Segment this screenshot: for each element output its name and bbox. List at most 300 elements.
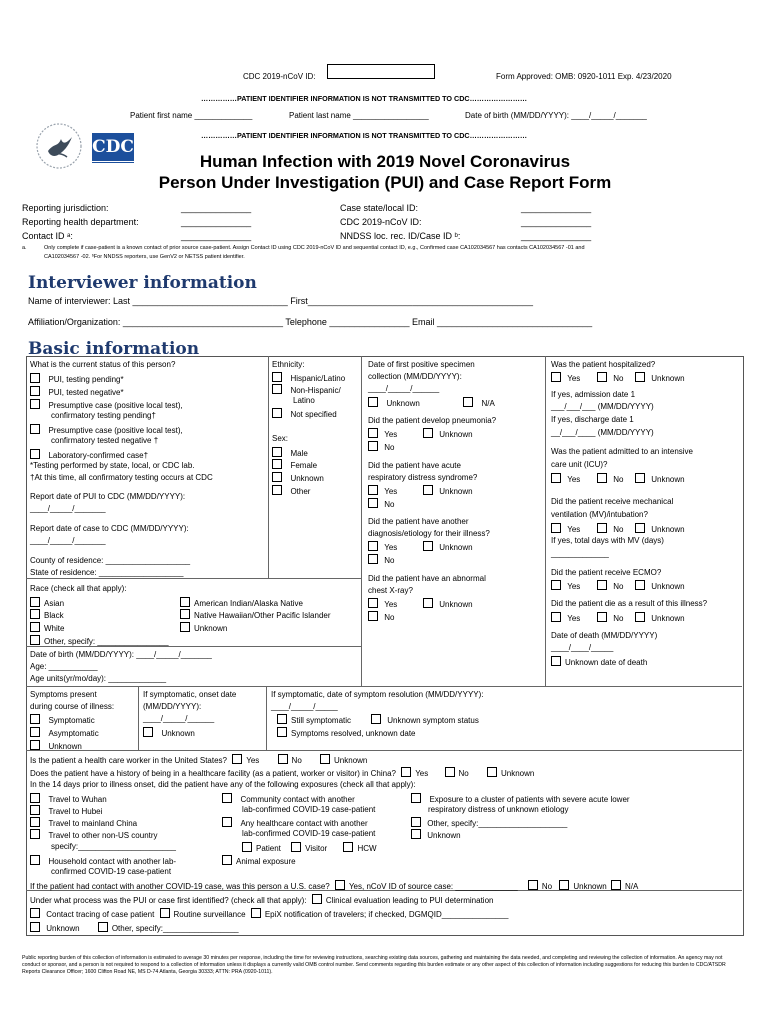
exposure-china[interactable] <box>30 817 137 828</box>
label: Other, specify:_________________ <box>111 924 239 933</box>
checkbox[interactable] <box>30 373 40 383</box>
checkbox[interactable] <box>411 829 421 839</box>
label: Unknown <box>439 487 473 496</box>
label: Travel to mainland China <box>48 819 138 828</box>
patient-last-name[interactable]: Patient last name _________________ <box>289 111 429 120</box>
cdc-ncov-id: CDC 2019-nCoV ID: <box>340 217 422 227</box>
exposure-country-specify[interactable]: specify:______________________ <box>51 842 177 851</box>
grid-line <box>26 578 361 579</box>
checkbox[interactable] <box>423 598 433 608</box>
hcw-question-row <box>30 754 367 765</box>
ards-unknown[interactable] <box>423 485 473 496</box>
label: No <box>613 614 624 623</box>
checkbox[interactable] <box>272 459 282 469</box>
label: Black <box>44 611 64 620</box>
exposure-cluster[interactable] <box>411 793 630 804</box>
hospitalized-yes[interactable] <box>551 372 580 383</box>
symptoms-label-cont: during course of illness: <box>30 702 115 711</box>
grid-line <box>26 686 742 687</box>
checkbox[interactable] <box>277 714 287 724</box>
checkbox[interactable] <box>30 424 40 434</box>
mv-days-label: If yes, total days with MV (days) <box>551 536 664 545</box>
grid-line <box>545 356 546 686</box>
checkbox[interactable] <box>272 485 282 495</box>
status-lab-confirmed[interactable] <box>30 449 148 460</box>
checkbox[interactable] <box>551 473 561 483</box>
checkbox[interactable] <box>411 793 421 803</box>
household-label-cont: confirmed COVID-19 case-patient <box>51 867 172 876</box>
race-american-indian[interactable] <box>180 597 303 608</box>
label: Native Hawaiian/Other Pacific Islander <box>194 611 331 620</box>
age-field[interactable]: Age: ___________ <box>30 662 98 671</box>
checkbox[interactable] <box>30 727 40 737</box>
label: Clinical evaluation leading to PUI determination <box>325 896 494 905</box>
status-question: What is the current status of this person? <box>30 360 176 369</box>
ecmo-no[interactable] <box>597 580 623 591</box>
pneumonia-unknown[interactable] <box>423 428 473 439</box>
label: Any healthcare contact with another <box>240 819 368 828</box>
resolution-date-blank[interactable]: ____/_____/_____ <box>271 702 338 711</box>
grid-line <box>138 686 139 750</box>
cluster-label-cont: respiratory distress of unknown etiology <box>428 805 569 814</box>
sex-unknown[interactable] <box>272 472 324 483</box>
mv-no[interactable] <box>597 523 623 534</box>
admission-date-blank[interactable]: ___/___/___ (MM/DD/YYYY) <box>551 402 654 411</box>
contact-id-blank[interactable]: ______________ <box>181 231 252 241</box>
label: PUI, testing pending* <box>48 375 124 384</box>
label: Unknown <box>439 600 473 609</box>
cdc-ncov-blank[interactable]: ______________ <box>521 217 592 227</box>
checkbox[interactable] <box>222 793 232 803</box>
label: Unknown <box>161 729 195 738</box>
ethnicity-label-cont: Latino <box>293 396 315 405</box>
death-date-unknown[interactable] <box>551 656 647 667</box>
checkbox[interactable] <box>312 894 322 904</box>
label: Yes <box>384 430 398 439</box>
label: Contact tracing of case patient <box>46 910 155 919</box>
ards-question-cont: respiratory distress syndrome? <box>368 473 478 482</box>
checkbox[interactable] <box>30 740 40 750</box>
checkbox[interactable] <box>30 817 40 827</box>
cdc-note: †At this time, all confirmatory testing occurs at CDC <box>30 473 213 482</box>
jurisdiction-blank[interactable]: ______________ <box>181 203 252 213</box>
exposure-unknown[interactable] <box>411 829 461 840</box>
label: Community contact with another <box>240 795 355 804</box>
mv-question-cont: ventilation (MV)/intubation? <box>551 510 648 519</box>
xray-no[interactable] <box>368 611 394 622</box>
discharge-date-blank[interactable]: __/___/____ (MM/DD/YYYY) <box>551 428 654 437</box>
label: Travel to Hubei <box>48 807 103 816</box>
footnote-a-text: Only complete if case-patient is a known contact of prior source case-patient. Assign Contact ID using CDC 2019-nCoV ID and sequential contact ID, e.g., Confirmed case CA102034567 has contacts CA102034567 -01 and <box>44 245 585 251</box>
race-other[interactable] <box>30 635 169 646</box>
onset-date-blank[interactable]: ____/_____/______ <box>143 714 215 723</box>
checkbox[interactable] <box>368 541 378 551</box>
exposure-other[interactable] <box>411 817 567 828</box>
checkbox[interactable] <box>222 855 232 865</box>
status-presumptive-negative[interactable] <box>30 424 183 435</box>
checkbox[interactable] <box>368 441 378 451</box>
checkbox[interactable] <box>232 754 242 764</box>
label: Non-Hispanic/ <box>290 386 341 395</box>
label: Household contact with another lab- <box>48 857 177 866</box>
exposure-healthcare[interactable] <box>222 817 368 828</box>
checkbox[interactable] <box>272 472 282 482</box>
checkbox[interactable] <box>411 817 421 827</box>
exposure-community[interactable] <box>222 793 355 804</box>
death-date-label: Date of death (MM/DD/YYYY) <box>551 631 658 640</box>
icu-no[interactable] <box>597 473 623 484</box>
label: No <box>458 769 469 778</box>
checkbox[interactable] <box>597 473 607 483</box>
pneumonia-no[interactable] <box>368 441 394 452</box>
omb-approval: Form Approved: OMB: 0920-1011 Exp. 4/23/2020 <box>496 72 672 81</box>
label: N/A <box>481 399 495 408</box>
checkbox[interactable] <box>272 372 282 382</box>
checkbox[interactable] <box>551 656 561 666</box>
grid-line <box>26 646 361 647</box>
label: No <box>613 374 624 383</box>
report-pui-blank[interactable]: ____/_____/_______ <box>30 504 106 513</box>
sex-other[interactable] <box>272 485 310 496</box>
checkbox[interactable] <box>423 541 433 551</box>
label: Not specified <box>290 410 337 419</box>
label: Yes <box>246 756 260 765</box>
report-pui-date: Report date of PUI to CDC (MM/DD/YYYY): <box>30 492 186 501</box>
label: Patient <box>256 844 281 853</box>
label: Animal exposure <box>236 857 296 866</box>
label: Unknown <box>334 756 368 765</box>
label: Presumptive case (positive local test), <box>48 401 183 410</box>
exposure-household[interactable] <box>30 855 176 866</box>
specimen-question: Date of first positive specimen <box>368 360 475 369</box>
status-pui-negative[interactable] <box>30 386 124 397</box>
exposure-animal[interactable] <box>222 855 296 866</box>
report-case-blank[interactable]: ____/_____/_______ <box>30 536 106 545</box>
burden-statement: Public reporting burden of this collection of information is estimated to average 30 minutes per response, including the time for reviewing instructions, searching existing data sources, gathering and maintaining the data needed, and completing and reviewing the collection of information. An agency may not conduct or sponsor, and a person is not required to respond to a collection of information unless it displays a currently valid OMB control number. Send comments regarding this burden estimate or any other aspect of this collection of information including suggestions for reducing this burden to CDC/ATSDR Reports Clearance Officer; 1600 Clifton Road NE, MS D-74 Atlanta, Georgia 30333; ATTN: PRA (0920-1011). <box>22 955 726 975</box>
label: Unknown <box>651 614 685 623</box>
ards-yes[interactable] <box>368 485 397 496</box>
pneumonia-yes[interactable] <box>368 428 397 439</box>
pneumonia-question: Did the patient develop pneumonia? <box>368 416 497 425</box>
icu-yes[interactable] <box>551 473 580 484</box>
label: Travel to other non-US country <box>48 831 158 840</box>
checkbox[interactable] <box>335 880 345 890</box>
label: No <box>384 500 395 509</box>
hospitalized-unknown[interactable] <box>635 372 685 383</box>
reporting-department: Reporting health department: <box>22 217 139 227</box>
checkbox[interactable] <box>463 397 473 407</box>
label: No <box>613 582 624 591</box>
label: Yes, nCoV ID of source case: ______________ <box>348 882 518 891</box>
cdc-id-label: CDC 2019-nCoV ID: <box>243 72 316 81</box>
checkbox[interactable] <box>251 908 261 918</box>
checkbox[interactable] <box>30 855 40 865</box>
status-presumptive-pending[interactable] <box>30 399 183 410</box>
checkbox[interactable] <box>635 523 645 533</box>
death-date-blank[interactable]: ____/____/_____ <box>551 643 614 652</box>
label: No <box>613 525 624 534</box>
label: Travel to Wuhan <box>48 795 107 804</box>
specimen-date-blank[interactable]: ____/_____/______ <box>368 384 440 393</box>
department-blank[interactable]: ______________ <box>181 217 252 227</box>
checkbox[interactable] <box>30 922 40 932</box>
symptoms-resolved[interactable] <box>277 727 416 738</box>
contact-question: If the patient had contact with another COVID-19 case, was this person a U.S. case? <box>30 882 330 891</box>
grid-line <box>361 356 362 686</box>
label: Unknown date of death <box>565 658 648 667</box>
checkbox[interactable] <box>635 612 645 622</box>
checkbox[interactable] <box>272 384 282 394</box>
checkbox[interactable] <box>368 485 378 495</box>
grid-line <box>26 750 742 751</box>
specimen-na[interactable] <box>463 397 495 408</box>
race-black[interactable] <box>30 609 64 620</box>
ards-no[interactable] <box>368 498 394 509</box>
xray-question-cont: chest X-ray? <box>368 586 413 595</box>
grid-line <box>266 686 267 750</box>
not-transmitted-notice: ……………PATIENT IDENTIFIER INFORMATION IS NOT TRANSMITTED TO CDC…………………… <box>201 94 528 103</box>
mv-unknown[interactable] <box>635 523 685 534</box>
checkbox[interactable] <box>635 473 645 483</box>
case-state-blank[interactable]: ______________ <box>521 203 592 213</box>
checkbox[interactable] <box>423 485 433 495</box>
hospitalized-no[interactable] <box>597 372 623 383</box>
sex-male[interactable] <box>272 447 308 458</box>
death-no[interactable] <box>597 612 623 623</box>
onset-unknown[interactable] <box>143 727 195 738</box>
race-unknown[interactable] <box>180 622 227 633</box>
specimen-unknown[interactable] <box>368 397 420 408</box>
mv-days-blank[interactable]: _____________ <box>551 549 609 558</box>
xray-yes[interactable] <box>368 598 397 609</box>
checkbox[interactable] <box>30 793 40 803</box>
icu-question-cont: care unit (ICU)? <box>551 460 608 469</box>
race-white[interactable] <box>30 622 64 633</box>
checkbox[interactable] <box>272 408 282 418</box>
label: Unknown <box>439 430 473 439</box>
death-yes[interactable] <box>551 612 580 623</box>
sex-female[interactable] <box>272 459 317 470</box>
exposure-wuhan[interactable] <box>30 793 107 804</box>
checkbox[interactable] <box>272 447 282 457</box>
process-options-row <box>30 908 509 919</box>
label: Symptoms resolved, unknown date <box>291 729 416 738</box>
interviewer-affiliation[interactable]: Affiliation/Organization: ________________________________ Telephone ________________ Email _______________________________ <box>28 317 593 327</box>
label: Unknown <box>651 475 685 484</box>
death-question: Did the patient die as a result of this illness? <box>551 599 708 608</box>
label: Unknown <box>386 399 420 408</box>
checkbox[interactable] <box>635 372 645 382</box>
checkbox[interactable] <box>368 554 378 564</box>
checkbox[interactable] <box>242 842 252 852</box>
ecmo-question: Did the patient receive ECMO? <box>551 568 662 577</box>
checkbox[interactable] <box>30 829 40 839</box>
death-unknown[interactable] <box>635 612 685 623</box>
checkbox[interactable] <box>551 523 561 533</box>
checkbox[interactable] <box>98 922 108 932</box>
age-units-field[interactable]: Age units(yr/mo/day): _____________ <box>30 674 167 683</box>
status-pui-pending[interactable] <box>30 373 124 384</box>
checkbox[interactable] <box>30 386 40 396</box>
checkbox[interactable] <box>30 609 40 619</box>
exposure-hubei[interactable] <box>30 805 102 816</box>
checkbox[interactable] <box>180 609 190 619</box>
checkbox[interactable] <box>30 399 40 409</box>
facility-question: Does the patient have a history of being in a healthcare facility (as a patient, worker or visitor) in China? <box>30 769 396 778</box>
ethnicity-label: Ethnicity: <box>272 360 305 369</box>
label: Male <box>290 449 308 458</box>
label: Yes <box>384 600 398 609</box>
reporting-jurisdiction: Reporting jurisdiction: <box>22 203 109 213</box>
patient-dob[interactable]: Date of birth (MM/DD/YYYY): ____/_____/_______ <box>465 111 647 120</box>
checkbox[interactable] <box>30 908 40 918</box>
basic-heading: Basic information <box>28 339 200 359</box>
hcw-question: Is the patient a health care worker in the United States? <box>30 756 228 765</box>
checkbox[interactable] <box>597 580 607 590</box>
process-other-row <box>30 922 239 933</box>
checkbox[interactable] <box>222 817 232 827</box>
diagnosis-yes[interactable] <box>368 541 397 552</box>
label: HCW <box>357 844 377 853</box>
label: Unknown <box>194 624 228 633</box>
label: Yes <box>567 525 581 534</box>
unknown-symptom-status[interactable] <box>371 714 479 725</box>
checkbox[interactable] <box>291 842 301 852</box>
checkbox[interactable] <box>551 612 561 622</box>
healthcare-label-cont: lab-confirmed COVID-19 case-patient <box>242 829 376 838</box>
interviewer-name[interactable]: Name of interviewer: Last _______________________________ First_____________________________________________ <box>28 296 533 306</box>
icu-question: Was the patient admitted to an intensive <box>551 447 694 456</box>
label: Other <box>290 487 311 496</box>
mv-yes[interactable] <box>551 523 580 534</box>
mv-question: Did the patient receive mechanical <box>551 497 674 506</box>
label: Presumptive case (positive local test), <box>48 426 183 435</box>
county-of-residence[interactable]: County of residence: ___________________ <box>30 556 191 565</box>
xray-unknown[interactable] <box>423 598 473 609</box>
label: PUI, tested negative* <box>48 388 124 397</box>
label: Female <box>290 461 318 470</box>
nndss-blank[interactable]: ______________ <box>521 231 592 241</box>
label: Asymptomatic <box>48 729 99 738</box>
checkbox[interactable] <box>30 805 40 815</box>
checkbox[interactable] <box>368 598 378 608</box>
symptoms-asymptomatic[interactable] <box>30 727 99 738</box>
checkbox[interactable] <box>551 580 561 590</box>
checkbox[interactable] <box>597 523 607 533</box>
race-pacific-islander[interactable] <box>180 609 331 620</box>
checkbox[interactable] <box>401 767 411 777</box>
checkbox[interactable] <box>30 714 40 724</box>
form-title-line2: Person Under Investigation (PUI) and Case Report Form <box>158 173 612 192</box>
ecmo-yes[interactable] <box>551 580 580 591</box>
checkbox[interactable] <box>445 767 455 777</box>
checkbox[interactable] <box>635 580 645 590</box>
checkbox[interactable] <box>597 612 607 622</box>
process-row <box>30 894 493 905</box>
label: Yes <box>567 475 581 484</box>
state-of-residence[interactable]: State of residence: ___________________ <box>30 568 184 577</box>
checkbox[interactable] <box>180 597 190 607</box>
report-case-date: Report date of case to CDC (MM/DD/YYYY): <box>30 524 189 533</box>
label: Unknown <box>46 924 80 933</box>
symptoms-symptomatic[interactable] <box>30 714 95 725</box>
race-label: Race (check all that apply): <box>30 584 127 593</box>
ecmo-unknown[interactable] <box>635 580 685 591</box>
checkbox[interactable] <box>368 428 378 438</box>
checkbox[interactable] <box>551 372 561 382</box>
label: Hispanic/Latino <box>290 374 346 383</box>
interviewer-heading: Interviewer information <box>28 273 257 293</box>
still-symptomatic[interactable] <box>277 714 351 725</box>
race-asian[interactable] <box>30 597 64 608</box>
label: Yes <box>567 614 581 623</box>
label: Yes <box>567 374 581 383</box>
checkbox[interactable] <box>30 635 40 645</box>
cdc-logo: CDC <box>92 133 134 161</box>
checkbox[interactable] <box>597 372 607 382</box>
checkbox[interactable] <box>30 597 40 607</box>
facility-question-row <box>30 767 534 778</box>
ethnicity-not-specified[interactable] <box>272 408 337 419</box>
checkbox[interactable] <box>343 842 353 852</box>
testing-note: *Testing performed by state, local, or CDC lab. <box>30 461 195 470</box>
label: Unknown <box>573 882 607 891</box>
symptoms-unknown[interactable] <box>30 740 82 751</box>
checkbox[interactable] <box>368 397 378 407</box>
checkbox[interactable] <box>143 727 153 737</box>
case-state-id: Case state/local ID: <box>340 203 419 213</box>
label: Unknown <box>500 769 535 778</box>
checkbox[interactable] <box>371 714 381 724</box>
cdc-id-field[interactable] <box>327 64 435 79</box>
checkbox[interactable] <box>559 880 569 890</box>
patient-first-name[interactable]: Patient first name _____________ <box>130 111 253 120</box>
checkbox[interactable] <box>278 754 288 764</box>
diagnosis-no[interactable] <box>368 554 394 565</box>
diagnosis-unknown[interactable] <box>423 541 473 552</box>
dob-field[interactable]: Date of birth (MM/DD/YYYY): ____/_____/_______ <box>30 650 212 659</box>
resolution-question: If symptomatic, date of symptom resolution (MM/DD/YYYY): <box>271 690 484 699</box>
checkbox[interactable] <box>611 880 621 890</box>
checkbox[interactable] <box>487 767 497 777</box>
label: Unknown <box>48 742 82 751</box>
checkbox[interactable] <box>528 880 538 890</box>
checkbox[interactable] <box>368 498 378 508</box>
ethnicity-hispanic[interactable] <box>272 372 345 383</box>
checkbox[interactable] <box>180 622 190 632</box>
label: EpiX notification of travelers; if checked, DGMQID_______________ <box>264 910 509 919</box>
label: No <box>384 443 395 452</box>
sex-label: Sex: <box>272 434 289 443</box>
checkbox[interactable] <box>368 611 378 621</box>
community-label-cont: lab-confirmed COVID-19 case-patient <box>242 805 376 814</box>
label: Visitor <box>305 844 328 853</box>
checkbox[interactable] <box>423 428 433 438</box>
checkbox[interactable] <box>160 908 170 918</box>
label: Laboratory-confirmed case† <box>48 451 149 460</box>
label: Unknown <box>651 525 685 534</box>
ethnicity-non-hispanic[interactable] <box>272 384 341 395</box>
status-label-cont: confirmatory tested negative † <box>51 436 159 445</box>
exposure-other-country[interactable] <box>30 829 158 840</box>
checkbox[interactable] <box>30 622 40 632</box>
checkbox[interactable] <box>277 727 287 737</box>
label: Other, specify:____________________ <box>427 819 568 828</box>
checkbox[interactable] <box>30 449 40 459</box>
checkbox[interactable] <box>320 754 330 764</box>
nndss-id: NNDSS loc. rec. ID/Case ID ᵇ: <box>340 231 461 241</box>
icu-unknown[interactable] <box>635 473 685 484</box>
